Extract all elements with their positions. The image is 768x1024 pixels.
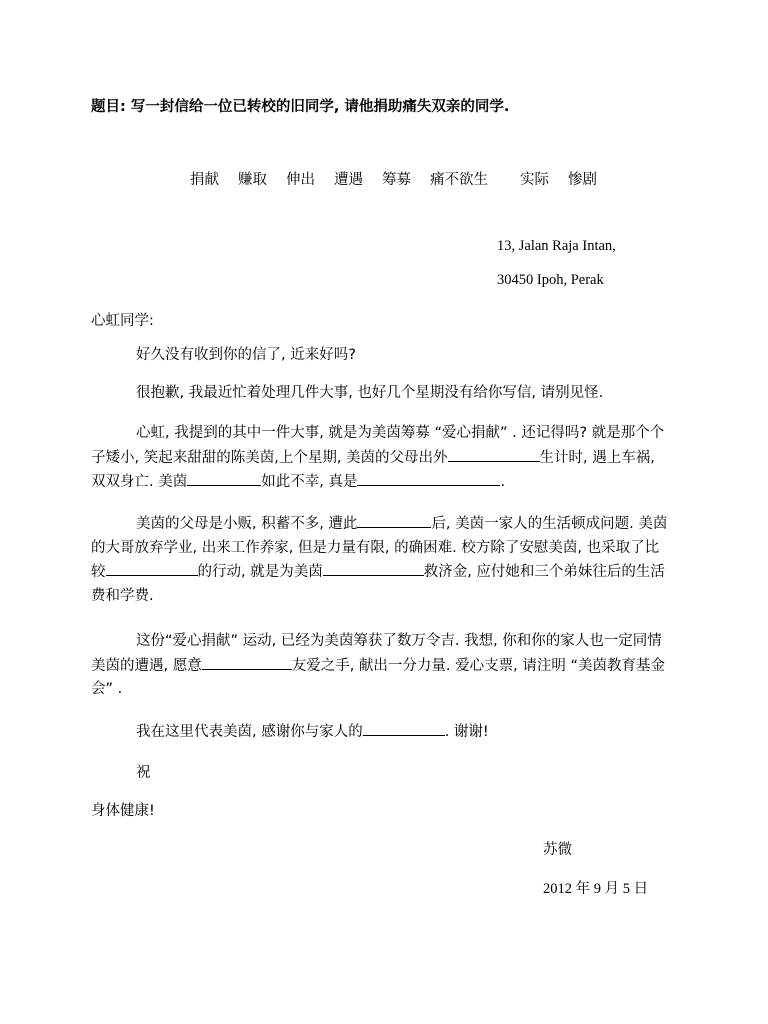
well-wish: 身体健康! — [91, 803, 155, 819]
address-line-2: 30450 Ipoh, Perak — [497, 272, 604, 288]
word-bank — [190, 168, 597, 189]
word-bank-item: 捐献 — [190, 172, 219, 188]
closing: 祝 — [136, 765, 151, 781]
word-bank-item: 筹募 — [382, 172, 411, 188]
address-line-1: 13, Jalan Raja Intan, — [497, 238, 616, 254]
word-bank-item: 遭遇 — [334, 172, 363, 188]
word-bank-item: 惨剧 — [568, 172, 597, 188]
paragraph-1: 好久没有收到你的信了, 近来好吗? — [136, 347, 356, 363]
fill-blank-3[interactable] — [357, 470, 500, 486]
fill-blank-7[interactable] — [202, 654, 292, 670]
paragraph-3: 心虹, 我提到的其中一件大事, 就是为美茵筹募 “爱心捐献” . 还记得吗? 就是那个个子矮小, 笑起来甜甜的陈美茵,上个星期, 美茵的父母出外 生计时, 遇上车祸, 双双身亡. 美茵 如此不幸, 真是 . — [91, 425, 665, 490]
paragraph-6: 我在这里代表美茵, 感谢你与家人的 . 谢谢! — [91, 720, 671, 745]
fill-blank-5[interactable] — [106, 560, 198, 576]
paragraph-4: 美茵的父母是小贩, 积蓄不多, 遭此 后, 美茵一家人的生活顿成问题. 美茵的大哥放弃学业, 出来工作养家, 但是力量有限, 的确困难. 校方除了安慰美茵, 也采取了比较 的行动, 就是为美茵 救济金, 应付她和三个弟妹往后的生活费和学费. — [91, 512, 671, 608]
fill-blank-6[interactable] — [323, 560, 424, 576]
letter-date: 2012 年 9 月 5 日 — [543, 881, 649, 897]
paragraph-5: 这份“爱心捐献” 运动, 已经为美茵筹获了数万令吉. 我想, 你和你的家人也一定同情美茵的遭遇, 愿意 友爱之手, 献出一分力量. 爱心支票, 请注明 “美茵教育基金会” . — [91, 633, 665, 697]
salutation: 心虹同学: — [91, 313, 154, 329]
word-bank-item: 痛不欲生 — [430, 172, 488, 188]
word-bank-item: 赚取 — [238, 172, 267, 188]
paragraph-2: 很抱歉, 我最近忙着处理几件大事, 也好几个星期没有给你写信, 请别见怪. — [136, 385, 604, 401]
word-bank-item: 伸出 — [286, 172, 315, 188]
fill-blank-1[interactable] — [448, 446, 540, 462]
signature: 苏微 — [543, 842, 572, 858]
page-title: 题目: 写一封信给一位已转校的旧同学, 请他捐助痛失双亲的同学. — [91, 99, 510, 115]
fill-blank-2[interactable] — [187, 470, 261, 486]
fill-blank-4[interactable] — [357, 512, 431, 528]
word-bank-item: 实际 — [520, 172, 549, 188]
fill-blank-8[interactable] — [363, 720, 445, 736]
